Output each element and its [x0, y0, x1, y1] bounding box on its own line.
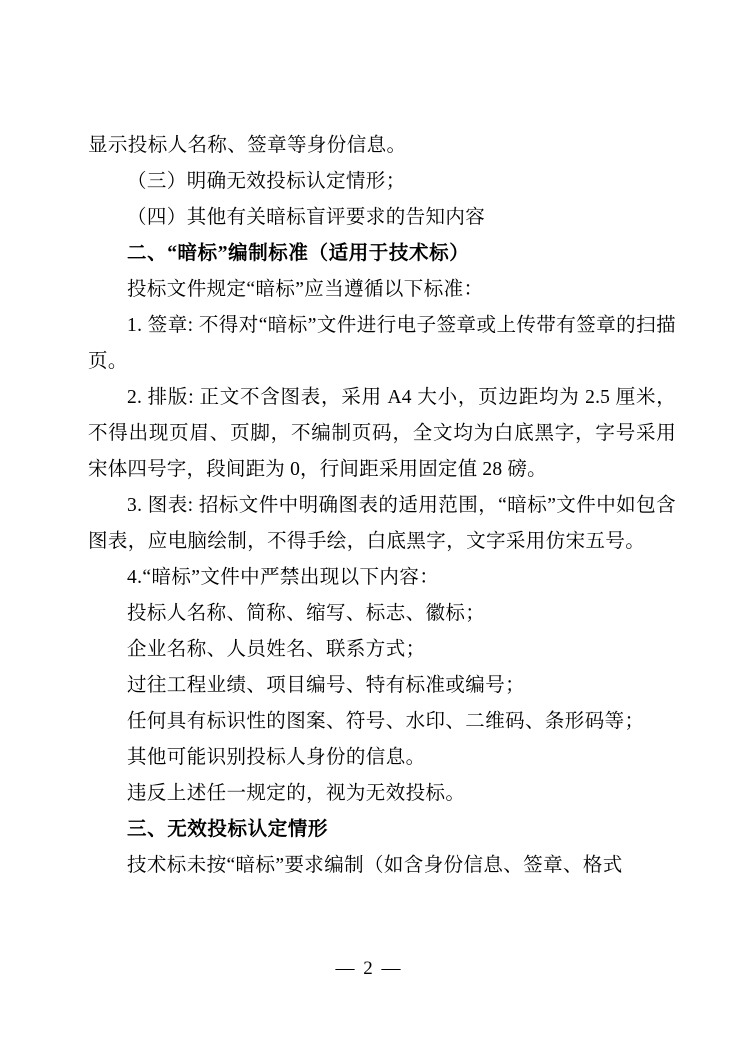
paragraph-continuation: 显示投标人名称、签章等身份信息。	[88, 135, 407, 156]
paragraph-forbidden-three: 过往工程业绩、项目编号、特有标准或编号；	[127, 675, 526, 696]
paragraph-standard-two: 2. 排版: 正文不含图表，采用 A4 大小，页边距均为 2.5 厘米，不得出现页眉、页脚，不编制页码，全文均为白底黑字，字号采用宋体四号字，段间距为 0，行间距采用固定值 28 磅。	[88, 387, 676, 480]
paragraph-item-three: （三）明确无效投标认定情形；	[127, 171, 406, 192]
page-number-footer: — 2 —	[335, 958, 403, 979]
paragraph-forbidden-one: 投标人名称、简称、缩写、标志、徽标；	[127, 603, 486, 624]
paragraph-standard-three: 3. 图表: 招标文件中明确图表的适用范围，“暗标”文件中如包含图表，应电脑绘制，不得手绘，白底黑字，文字采用仿宋五号。	[88, 495, 676, 552]
paragraph-forbidden-two: 企业名称、人员姓名、联系方式；	[127, 639, 426, 660]
paragraph-standard-four: 4.“暗标”文件中严禁出现以下内容：	[127, 567, 440, 588]
section-heading-two: 二、“暗标”编制标准（适用于技术标）	[127, 243, 470, 264]
paragraph-forbidden-four: 任何具有标识性的图案、符号、水印、二维码、条形码等；	[127, 711, 645, 732]
paragraph-standard-one: 1. 签章: 不得对“暗标”文件进行电子签章或上传带有签章的扫描页。	[88, 315, 676, 372]
paragraph-standard-intro: 投标文件规定“暗标”应当遵循以下标准：	[127, 279, 484, 300]
paragraph-invalid-intro: 技术标未按“暗标”要求编制（如含身份信息、签章、格式	[127, 855, 623, 876]
paragraph-violation: 违反上述任一规定的，视为无效投标。	[127, 783, 466, 804]
paragraph-forbidden-five: 其他可能识别投标人身份的信息。	[127, 747, 426, 768]
document-body	[88, 128, 676, 884]
section-heading-three: 三、无效投标认定情形	[127, 819, 329, 840]
paragraph-item-four: （四）其他有关暗标盲评要求的告知内容	[127, 207, 486, 228]
